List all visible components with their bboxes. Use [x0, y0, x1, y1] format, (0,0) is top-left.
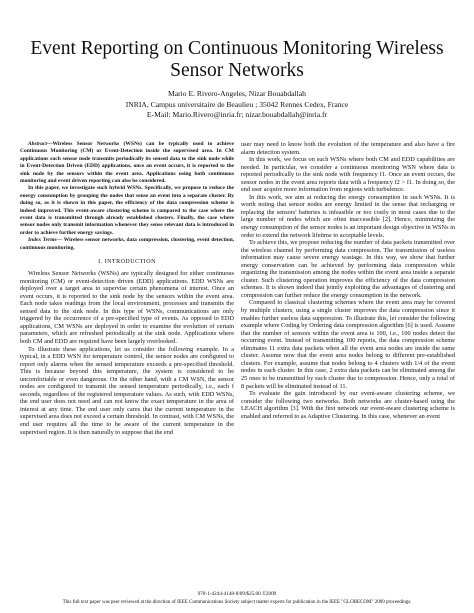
right-column	[241, 141, 455, 420]
body-paragraph: In this work, we focus on such WSNs where both CM and EDD capabilities are needed. In particular, we consider a continuous monitoring WSN where data is reported periodically to the sink node with frequency f1. Once an event occurs, the sensor nodes in the event area reports data with a frequency f2 > f1. In doing so, the end user acquire more information from regions with turbulence.	[241, 156, 455, 194]
section-heading-introduction: I. INTRODUCTION	[98, 259, 156, 266]
body-paragraph: In this work, we aim at reducing the energy consumption in such WSNs. It is worth noting that sensor nodes are energy limited in the sense that recharging or replacing the sensors' batteries is infeasible or too costly in most cases due to the large number of nodes which are often inaccessible [2]. Hence, minimizing the energy consumption of the sensor nodes is an important design objective in WSNs in order to extend the network lifetime to acceptable levels.	[241, 193, 456, 239]
abstract	[20, 141, 234, 252]
index-terms-text: — Wireless sensor networks, data compression, clustering, event detection, continuous monitoring.	[20, 237, 234, 251]
abstract-lead: Abstract	[28, 141, 47, 147]
left-column	[20, 141, 234, 436]
body-paragraph: To illustrate these applications, let us consider the following example. In a typical, in a EDD WSN for temperature control, the sensor nodes are configured to report only alarms when the sensed temperature exceeds a pre-specified threshold. This is because beyond this temperature, the system is considered to be uncomfortable or even dangerous. On the other hand, with a CM WSN, the sensor nodes are configured to transmit the sensed temperature periodically, i.e., each f seconds, regardless of the registered temperature values. As such, with EDD WSNs, the end user does not need and can not know the exact temperature in the area of interest at any time. The end user only cares that the current temperature in the supervised area does not exceed a certain threshold. In contrast, with CM WSNs, the end user requires all the time to be aware of the current temperature in the supervised region. It is then naturally to suppose that the end	[20, 345, 234, 436]
abstract-text-1: —Wireless Sensor Networks (WSNs) can be typically used to achieve Continuous Monitoring (CM) or Event-Detection inside the supervised area. In CM applications each sensor node transmits periodically its sensed data to the sink node while in Event-Detection Driven (EDD) applications, once an event occurs, it is reported to the sink node by the sensors within the event area. Applications using both continuous monitoring and event driven reporting can also be considered.	[20, 141, 234, 185]
title-line-2: Sensor Networks	[170, 60, 304, 81]
author-affiliation: INRIA, Campus universitaire de Beaulieu ; 35042 Rennes Cedex, France	[125, 99, 349, 109]
paper-title	[20, 38, 454, 82]
footer-isbn: 978-1-4244-4148-8/09/$25.00 ©2009	[197, 591, 277, 597]
body-paragraph-continued: user may need to know both the evolution of the temperature and also have a fire alarm detection system.	[241, 141, 455, 156]
abstract-paragraph-1	[20, 141, 234, 185]
footer-review-note: This full text paper was peer reviewed at the direction of IEEE Communications Society subject matter experts for publication in the IEEE "GLOBECOM" 2009 proceedings.	[62, 600, 412, 605]
index-terms	[20, 237, 234, 252]
title-line-1: Event Reporting on Continuous Monitoring Wireless	[30, 38, 444, 59]
abstract-paragraph-2: In this paper, we investigate such hybrid WSNs. Specifically, we propose to reduce the energy consumption by grouping the nodes that sense an event into a separate cluster. By doing so, as it is shown in this paper, the efficiency of the data compression scheme is indeed improved. This event-aware clustering scheme is compared to the case where the event data is transmitted through already established clusters. Finally, the case where sensor nodes only transmit information whenever they sense relevant data is introduced in order to achieve further energy savings.	[20, 185, 234, 236]
body-paragraph: To achieve this, we propose reducing the number of data packets transmitted over the wireless channel by performing data compression. The transmission of useless information may cause severe energy wastage. In this way, we show that further energy conservation can be achieved by performing data compression while organizing the transmission among the nodes within the event area inside a separate cluster. Such clustering operation improves the efficiency of the data compression schemes. It is shown indeed that jointly exploiting the advantages of clustering and compression can further reduce the energy consumption in the network.	[241, 239, 455, 299]
index-terms-lead: Index Terms	[28, 237, 57, 244]
body-paragraph: Wireless Sensor Networks (WSNs) are typically designed for either continuous monitoring (CM) or event-detection driven (EDD) applications. EDD WSNs are deployed over a target area to supervise certain phenomena of interest. Once an event occurs, it is reported to the sink node by the sensors within the event area. Each node takes readings from the local environment, processes and transmits the sensed data to the sink node. In this type of WSNs, communications are only triggered by the occurrence of a pre-specified type of events. As opposed to EDD applications, CM WSNs are deployed in order to examine the evolution of certain parameters, which are refreshed periodically at the sink node. Applications where both CM and EDD are required have been largely overlooked.	[20, 270, 234, 346]
author-email: E-Mail: Mario.Rivero@inria.fr; nizar.bouabdallah@inria.fr	[146, 110, 328, 119]
author-names: Mario E. Rivero-Angeles, Nizar Bouabdallah	[168, 89, 306, 98]
body-paragraph: Compared to classical clustering schemes where the event area may be covered by multiple clusters, using a single cluster improves the data compression since it enables further useless data suppression. To illustrate this, let consider the following example where Coding by Ordering data compression algorithm [6] is used. Assume that the number of sensors within the event area is 100, i.e., 100 nodes detect the occurring event. Instead of transmitting 100 reports, the data compression scheme eliminates 11 extra data packets when all the event area nodes are inside the same cluster. Assume now that the event area nodes belong to different pre-established clusters. For example, assume that nodes belong to 4 clusters with 1/4 of the event nodes in each cluster. In this case, 2 extra data packets can be eliminated among the 25 ones to be transmitted by each cluster due to compression. Hence, only a total of 8 packets will be eliminated instead of 11.	[241, 299, 455, 390]
intro-left-text	[20, 270, 234, 436]
intro-right-text	[241, 141, 455, 420]
body-paragraph: To evaluate the gain introduced by our event-aware clustering scheme, we consider the following two networks. Both networks are cluster-based using the LEACH algorithm [3]. With the first network our event-aware clustering scheme is enabled and referred to as Adaptive Clustering. In this case, whenever an event	[241, 390, 455, 420]
author-block	[20, 89, 454, 121]
